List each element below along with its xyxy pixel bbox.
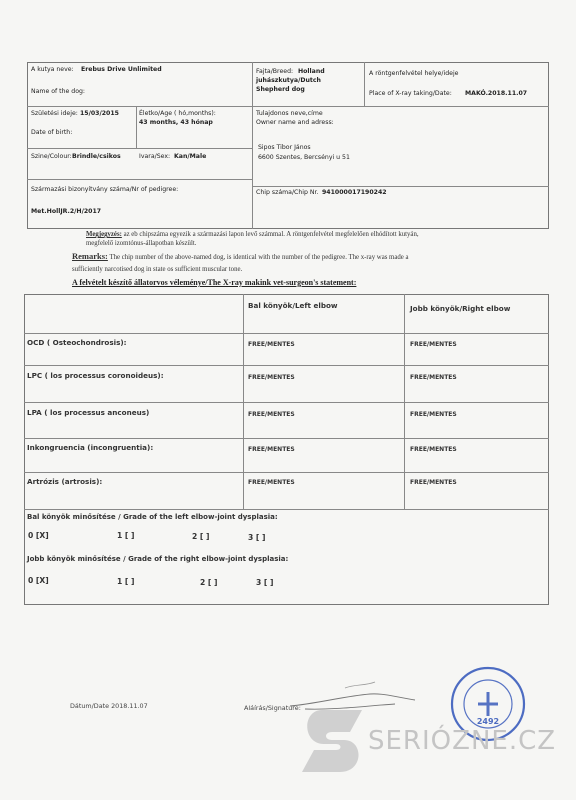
date-label: Dátum/Date 2018.11.07: [70, 702, 148, 710]
signature-label: Aláírás/Signature:: [244, 704, 301, 712]
statement-heading: A felvételt készítő állatorvos véleménye/The X-ray makink vet-surgeon's statement:: [72, 278, 357, 287]
sex-label: Ivara/Sex:: [139, 153, 171, 160]
age-label: Életko/Age ( hó,months):: [139, 110, 216, 117]
breed-value-3: Shepherd dog: [256, 86, 305, 93]
remarks-hu-line2: megfelelő izomtónus-állapotban készült.: [86, 240, 197, 247]
colour-label: Szine/Colour:: [31, 153, 72, 160]
chip-value: 941000017190242: [322, 189, 387, 196]
breed-value-1: Holland: [298, 68, 325, 75]
owner-address: 6600 Szentes, Bercsényi u 51: [258, 154, 350, 161]
right-grade-option: 3 [ ]: [256, 578, 274, 587]
dog-name-value: Erebus Drive Unlimited: [81, 66, 162, 73]
left-elbow-header: Bal könyök/Left elbow: [248, 301, 338, 310]
watermark-logo-icon: [292, 700, 372, 780]
breed-value-2: juhászkutya/Dutch: [256, 77, 321, 84]
pedigree-value: Met.HollJR.2/H/2017: [31, 208, 102, 215]
remarks-en-line2: sufficiently narcotised dog in state os sufficient muscular tone.: [72, 266, 243, 273]
left-grade-option: 1 [ ]: [117, 531, 135, 540]
remarks-en-line1: The chip number of the above-named dog, is identical with the number of the pedigree. The x-ray was made a: [109, 254, 409, 261]
right-grade-label: Jobb könyök minősítése / Grade of the right elbow-joint dysplasia:: [27, 555, 289, 563]
finding-row-label: OCD ( Osteochondrosis):: [27, 338, 127, 347]
dog-name-label: A kutya neve:: [31, 66, 74, 73]
right-elbow-header: Jobb könyök/Right elbow: [410, 304, 511, 313]
colour-value: Brindle/csikos: [72, 153, 121, 160]
finding-left-value: FREE/MENTES: [248, 341, 295, 348]
finding-left-value: FREE/MENTES: [248, 411, 295, 418]
svg-text:2492: 2492: [476, 717, 500, 726]
owner-label-en: Owner name and adress:: [256, 119, 334, 126]
finding-row-label: Artrózis (artrosis):: [27, 477, 103, 486]
birth-label-en: Date of birth:: [31, 129, 73, 136]
xray-place-label: A röntgenfelvétel helye/ideje: [369, 70, 459, 77]
finding-left-value: FREE/MENTES: [248, 374, 295, 381]
left-grade-option: 0 [X]: [28, 531, 49, 540]
left-grade-label: Bal könyök minősítése / Grade of the left elbow-joint dysplasia:: [27, 513, 278, 521]
dog-name-label-en: Name of the dog:: [31, 88, 85, 95]
finding-right-value: FREE/MENTES: [410, 446, 457, 453]
left-grade-option: 3 [ ]: [248, 533, 266, 542]
birth-value: 15/03/2015: [80, 110, 119, 117]
watermark-text: SERIÓZNE.CZ: [368, 726, 557, 756]
finding-right-value: FREE/MENTES: [410, 341, 457, 348]
chip-label: Chip száma/Chip Nr.: [256, 189, 319, 196]
birth-label: Születési ideje:: [31, 110, 78, 117]
remarks-en-label: Remarks:: [72, 251, 108, 261]
finding-row-label: LPA ( los processus anconeus): [27, 408, 150, 417]
breed-label: Fajta/Breed:: [256, 68, 294, 75]
owner-label: Tulajdonos neve,címe: [256, 110, 323, 117]
finding-right-value: FREE/MENTES: [410, 479, 457, 486]
owner-name: Sipos Tibor János: [258, 144, 311, 151]
finding-right-value: FREE/MENTES: [410, 374, 457, 381]
right-grade-option: 1 [ ]: [117, 577, 135, 586]
finding-left-value: FREE/MENTES: [248, 479, 295, 486]
remarks-hu-line1: az eb chipszáma egyezik a származási lapon levő számmal. A röntgenfelvétel megfelelően elhódított kutyán,: [123, 231, 419, 238]
finding-row-label: LPC ( los processus coronoideus):: [27, 371, 164, 380]
pedigree-label: Származási bizonyítvány száma/Nr of pedigree:: [31, 186, 179, 193]
left-grade-option: 2 [ ]: [192, 532, 210, 541]
watermark: [292, 700, 557, 780]
finding-row-label: Inkongruencia (incongruentia):: [27, 443, 154, 452]
remarks-hu-label: Megjegyzés:: [86, 231, 122, 238]
finding-left-value: FREE/MENTES: [248, 446, 295, 453]
finding-right-value: FREE/MENTES: [410, 411, 457, 418]
right-grade-option: 2 [ ]: [200, 578, 218, 587]
xray-place-label-en: Place of X-ray taking/Date:: [369, 90, 452, 97]
right-grade-option: 0 [X]: [28, 576, 49, 585]
age-value: 43 months, 43 hónap: [139, 119, 213, 126]
xray-place-value: MAKÓ.2018.11.07: [465, 90, 528, 97]
sex-value: Kan/Male: [174, 153, 207, 160]
